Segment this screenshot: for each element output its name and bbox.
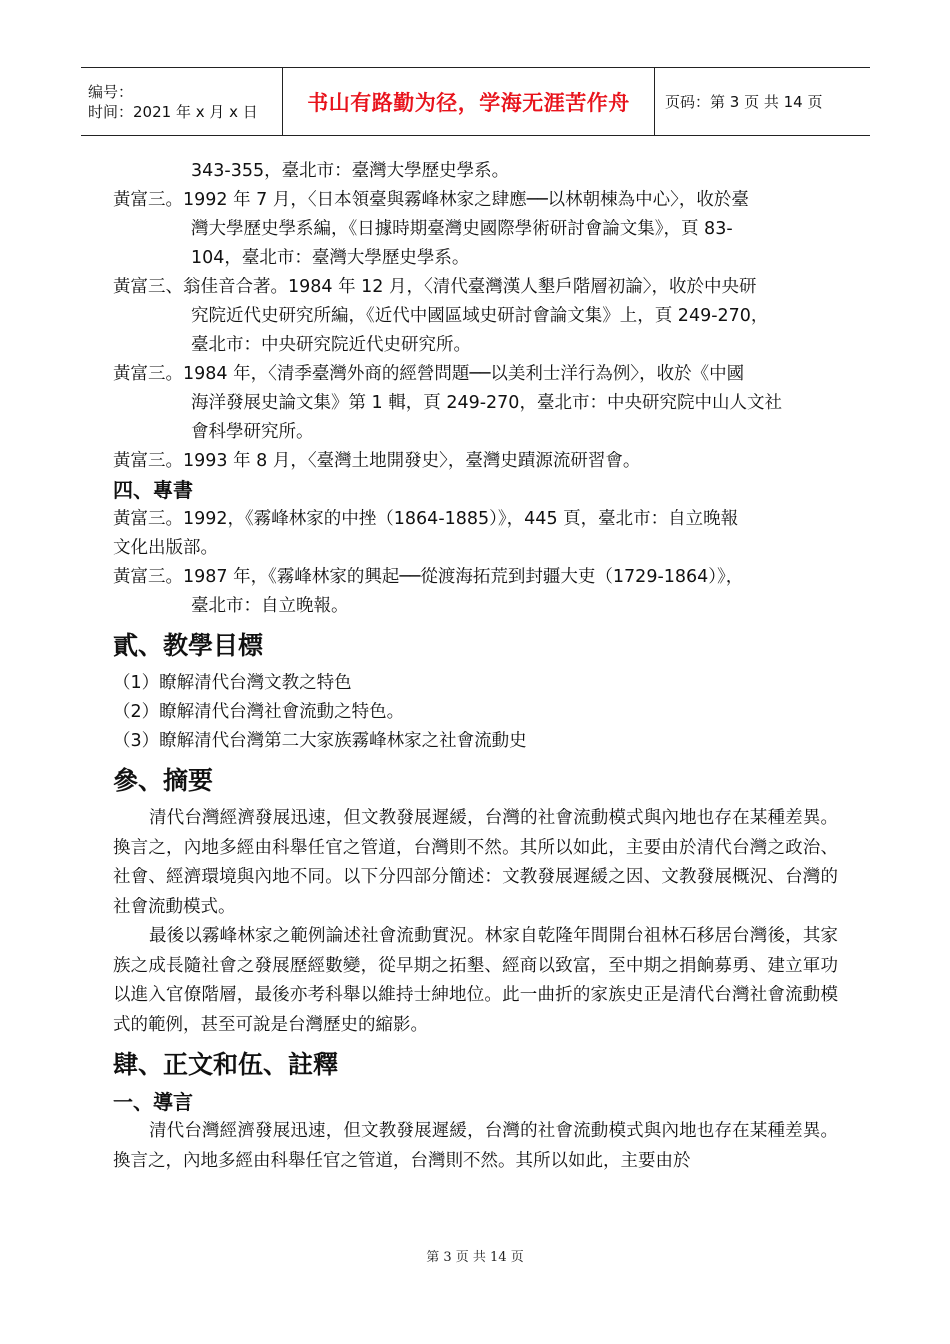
reference-line: 究院近代史研究所編，《近代中國區域史研討會論文集》上，頁 249-270， bbox=[191, 306, 769, 326]
header-page-number: 页码：第 3 页 共 14 页 bbox=[665, 93, 823, 111]
reference-item bbox=[113, 273, 838, 360]
reference-item bbox=[113, 186, 838, 273]
reference-line: 黃富三。1992 年 7 月，〈日本領臺與霧峰林家之肆應──以林朝棟為中心〉，收於臺 bbox=[113, 190, 749, 210]
page-footer: 第 3 页 共 14 页 bbox=[426, 1250, 524, 1265]
goal-item: （3）瞭解清代台灣第二大家族霧峰林家之社會流動史 bbox=[113, 731, 527, 751]
header-motto: 书山有路勤为径，学海无涯苦作舟 bbox=[307, 90, 630, 115]
goal-item: （2）瞭解清代台灣社會流動之特色。 bbox=[113, 702, 405, 722]
header-motto-cell bbox=[282, 68, 655, 135]
reference-line: 臺北市：中央研究院近代史研究所。 bbox=[191, 335, 471, 355]
book-line: 黃富三。1987 年，《霧峰林家的興起──從渡海拓荒到封疆大吏（1729-1864）》， bbox=[113, 567, 744, 587]
section-heading-summary: 參、摘要 bbox=[113, 766, 214, 795]
summary-paragraph: 清代台灣經濟發展迅速，但文教發展遲緩，台灣的社會流動模式與內地也存在某種差異。換言之，內地多經由科舉任官之管道，台灣則不然。其所以如此，主要由於清代台灣之政治、社會、經濟環境與內地不同。以下分四部分簡述：文教發展遲緩之因、文教發展概況、台灣的社會流動模式。 bbox=[113, 808, 838, 917]
section-heading-goals: 貳、教學目標 bbox=[113, 631, 264, 660]
reference-item: 黃富三。1993 年 8 月，〈臺灣土地開發史〉，臺灣史蹟源流研習會。 bbox=[113, 451, 641, 471]
reference-line: 會科學研究所。 bbox=[191, 422, 314, 442]
reference-line: 海洋發展史論文集》第 1 輯，頁 249-270，臺北市：中央研究院中山人文社 bbox=[191, 393, 782, 413]
header-info-cell bbox=[81, 68, 282, 135]
document-date-label: 时间：2021 年 x 月 x 日 bbox=[88, 102, 258, 121]
section-heading-books: 四、專書 bbox=[113, 478, 193, 502]
subsection-heading-intro: 一、導言 bbox=[113, 1090, 193, 1114]
reference-line: 黃富三。1984 年，〈清季臺灣外商的經營問題──以美利士洋行為例〉，收於《中國 bbox=[113, 364, 745, 384]
goal-item: （1）瞭解清代台灣文教之特色 bbox=[113, 673, 352, 693]
reference-item bbox=[113, 360, 838, 447]
page-header bbox=[81, 67, 870, 136]
reference-line: 104，臺北市：臺灣大學歷史學系。 bbox=[191, 248, 470, 268]
intro-paragraph: 清代台灣經濟發展迅速，但文教發展遲緩，台灣的社會流動模式與內地也存在某種差異。換言之，內地多經由科舉任官之管道，台灣則不然。其所以如此，主要由於 bbox=[113, 1121, 838, 1171]
section-heading-main: 肆、正文和伍、註釋 bbox=[113, 1050, 339, 1079]
document-body bbox=[113, 157, 838, 1176]
book-line: 文化出版部。 bbox=[113, 538, 218, 558]
reference-line: 灣大學歷史學系編，《日據時期臺灣史國際學術研討會論文集》，頁 83- bbox=[191, 219, 733, 239]
header-page-cell bbox=[655, 68, 870, 135]
reference-continuation: 343-355，臺北市：臺灣大學歷史學系。 bbox=[191, 161, 510, 181]
book-line: 黃富三。1992，《霧峰林家的中挫（1864-1885）》，445 頁，臺北市：自立晚報 bbox=[113, 509, 739, 529]
document-number-label: 编号： bbox=[88, 82, 134, 101]
book-line: 臺北市：自立晚報。 bbox=[191, 596, 349, 616]
summary-paragraph: 最後以霧峰林家之範例論述社會流動實況。林家自乾隆年間開台祖林石移居台灣後，其家族之成長隨社會之發展歷經數變，從早期之拓墾、經商以致富，至中期之捐餉募勇、建立軍功以進入官僚階層，最後亦考科舉以維持士紳地位。此一曲折的家族史正是清代台灣社會流動模式的範例，甚至可說是台灣歷史的縮影。 bbox=[113, 926, 838, 1035]
reference-line: 黃富三、翁佳音合著。1984 年 12 月，〈清代臺灣漢人墾戶階層初論〉，收於中央研 bbox=[113, 277, 757, 297]
